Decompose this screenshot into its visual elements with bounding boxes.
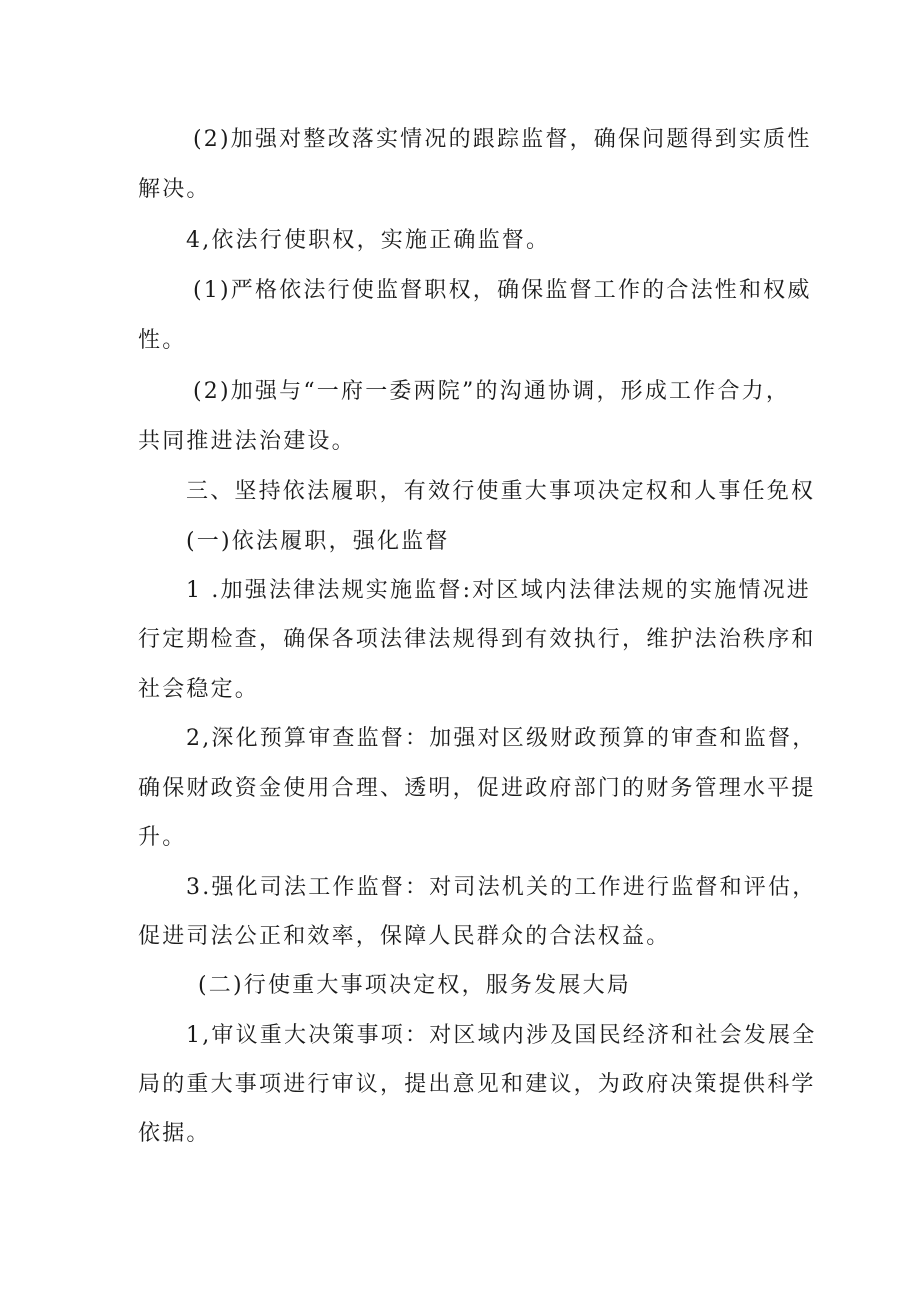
paragraph-line: (2)加强对整改落实情况的跟踪监督，确保问题得到实质性: [193, 127, 812, 152]
section-heading: 三、坚持依法履职，有效行使重大事项决定权和人事任免权: [186, 479, 816, 504]
paragraph-line: 社会稳定。: [138, 677, 260, 702]
paragraph-line: 1 .加强法律法规实施监督:对区域内法律法规的实施情况进: [186, 578, 811, 603]
paragraph-line: 性。: [138, 328, 187, 353]
paragraph-line: 共同推进法治建设。: [138, 429, 356, 454]
paragraph-line: 1,审议重大决策事项：对区域内涉及国民经济和社会发展全: [186, 1023, 817, 1048]
paragraph-line: 2,深化预算审查监督：加强对区级财政预算的审查和监督，: [186, 726, 817, 751]
subsection-heading: (一)依法履职，强化监督: [186, 529, 450, 554]
paragraph-line: 解决。: [138, 177, 211, 202]
paragraph-line: 3.强化司法工作监督：对司法机关的工作进行监督和评估，: [186, 875, 817, 900]
paragraph-line: 依据。: [138, 1121, 211, 1146]
subsection-heading: (二)行使重大事项决定权，服务发展大局: [198, 973, 631, 998]
paragraph-line: 局的重大事项进行审议，提出意见和建议，为政府决策提供科学: [138, 1072, 816, 1097]
paragraph-line: 升。: [138, 825, 187, 850]
paragraph-line: 促进司法公正和效率，保障人民群众的合法权益。: [138, 924, 671, 949]
paragraph-line: 4,依法行使职权，实施正确监督。: [186, 228, 551, 253]
paragraph-line: 行定期检查，确保各项法律法规得到有效执行，维护法治秩序和: [138, 627, 816, 652]
paragraph-line: (2)加强与“一府一委两院”的沟通协调，形成工作合力，: [193, 379, 791, 404]
paragraph-line: (1)严格依法行使监督职权，确保监督工作的合法性和权威: [193, 278, 812, 303]
paragraph-line: 确保财政资金使用合理、透明，促进政府部门的财务管理水平提: [138, 776, 816, 801]
